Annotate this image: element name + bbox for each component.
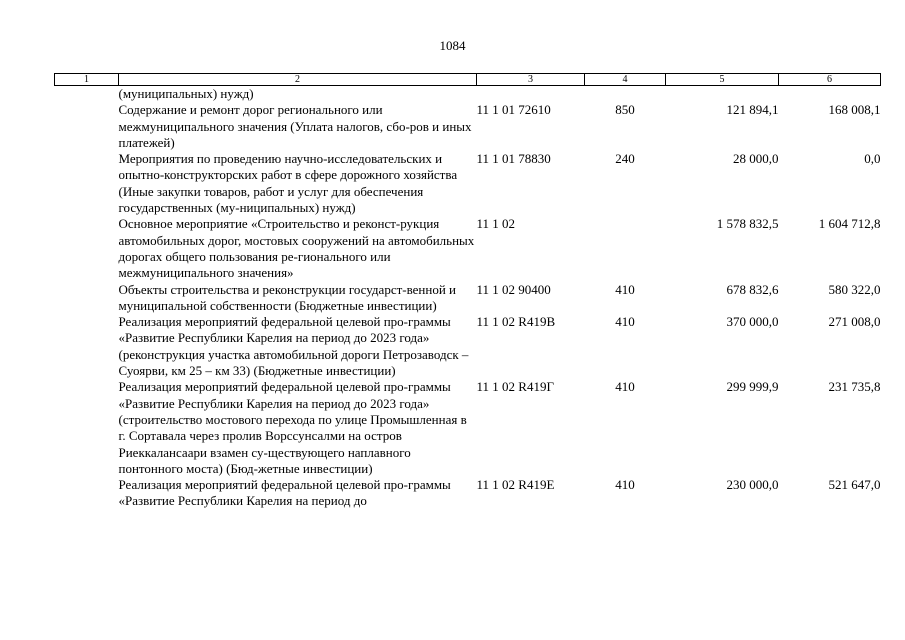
row-name-cell: Мероприятия по проведению научно-исследовательских и опытно-конструкторских работ в сфере дорожного хозяйства (Иные закупки товаров, работ и услуг для обеспечения государственных (му-ниципальных) нужд) [118, 151, 458, 216]
row-name-cell: Реализация мероприятий федеральной целевой про-граммы «Развитие Республики Карелия на период до 2023 года» (строительство мостового перехода по улице Промышленная в г. Сортавала через пролив Ворссунсалми на остров Риеккалансаари взамен су-ществующего наплавного понтонного моста) (Бюд-жетные инвестиции) [118, 379, 467, 476]
row-number-cell [55, 86, 119, 103]
row-sum-first-cell: 28 000,0 [733, 151, 779, 167]
row-sum-first-cell: 121 894,1 [726, 102, 779, 118]
row-name-cell: Содержание и ремонт дорог регионального или межмуниципального значения (Уплата налогов, сбо-ров и иных платежей) [118, 102, 472, 150]
row-type-cell: 240 [615, 151, 635, 167]
column-header-4: 4 [585, 74, 666, 86]
row-sum-first-cell: 370 000,0 [726, 314, 779, 330]
row-code-cell: 11 1 02 R419Г [476, 379, 554, 395]
row-sum-second-cell: 0,0 [864, 151, 881, 167]
row-number-cell [55, 314, 119, 379]
row-name-cell: Реализация мероприятий федеральной целевой про-граммы «Развитие Республики Карелия на период до [118, 477, 451, 509]
row-number-cell [55, 379, 119, 477]
row-number-cell [55, 151, 119, 216]
row-code-cell: 11 1 01 78830 [476, 151, 551, 167]
column-header-2: 2 [119, 74, 477, 86]
row-sum-second-cell: 580 322,0 [828, 281, 881, 297]
row-code-cell: 11 1 01 72610 [476, 102, 551, 118]
row-name-cell: Объекты строительства и реконструкции государст-венной и муниципальной собственности (Бюджетные инвестиции) [118, 281, 457, 313]
row-sum-first-cell: 678 832,6 [726, 281, 779, 297]
row-code-cell [477, 86, 585, 103]
column-header-5: 5 [666, 74, 779, 86]
table-row [55, 314, 881, 379]
budget-table [54, 73, 881, 510]
row-name-cell: Основное мероприятие «Строительство и реконст-рукция автомобильных дорог, мостовых сооружений на автомобильных дорогах общего пользования ре-гионального или межмуниципального значения» [118, 216, 475, 281]
row-number-cell [55, 477, 119, 510]
row-sum-first-cell [666, 86, 779, 103]
row-sum-second-cell: 271 008,0 [828, 314, 881, 330]
row-code-cell: 11 1 02 R419В [476, 314, 556, 330]
row-type-cell [585, 216, 666, 281]
row-number-cell [55, 282, 119, 315]
table-row [55, 282, 881, 315]
row-sum-second-cell [779, 86, 881, 103]
row-type-cell: 410 [615, 477, 635, 493]
table-row [55, 151, 881, 216]
table-row [55, 216, 881, 281]
row-number-cell [55, 102, 119, 151]
page-number: 1084 [439, 38, 466, 53]
column-header-1: 1 [55, 74, 119, 86]
row-sum-first-cell: 230 000,0 [726, 477, 779, 493]
row-sum-second-cell: 521 647,0 [828, 477, 881, 493]
row-sum-first-cell: 299 999,9 [726, 379, 779, 395]
table-row [55, 102, 881, 151]
row-type-cell: 410 [615, 314, 635, 330]
row-type-cell: 850 [615, 102, 635, 118]
row-number-cell [55, 216, 119, 281]
table-row [55, 86, 881, 103]
row-name-cell: (муниципальных) нужд) [118, 86, 254, 101]
row-type-cell [585, 86, 666, 103]
row-sum-second-cell: 1 604 712,8 [818, 216, 881, 232]
row-type-cell: 410 [615, 379, 635, 395]
row-sum-second-cell: 231 735,8 [828, 379, 881, 395]
row-code-cell: 11 1 02 [476, 216, 516, 232]
row-name-cell: Реализация мероприятий федеральной целевой про-граммы «Развитие Республики Карелия на период до 2023 года» (реконструкция участка автомобильной дороги Петрозаводск – Суоярви, км 25 – км 33) (Бюджетные инвестиции) [118, 314, 469, 379]
row-sum-first-cell: 1 578 832,5 [716, 216, 779, 232]
column-header-6: 6 [779, 74, 881, 86]
column-header-3: 3 [477, 74, 585, 86]
row-sum-second-cell: 168 008,1 [828, 102, 881, 118]
row-type-cell: 410 [615, 281, 635, 297]
row-code-cell: 11 1 02 R419Е [476, 477, 555, 493]
table-header-row [55, 74, 881, 86]
table-row [55, 477, 881, 510]
table-row [55, 379, 881, 477]
row-code-cell: 11 1 02 90400 [476, 281, 551, 297]
